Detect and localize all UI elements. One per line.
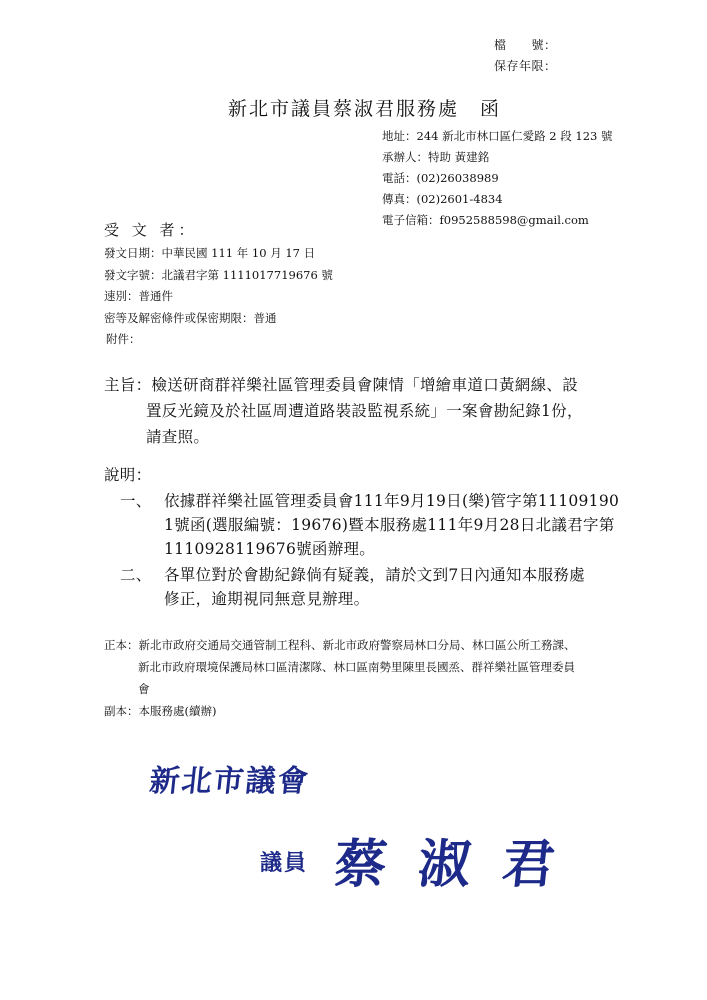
item-line: 1110928119676號函辦理。: [164, 540, 376, 558]
item-line: 依據群祥樂社區管理委員會111年9月19日(樂)管字第11109190: [164, 492, 620, 510]
original-recipients-line-3: 會: [138, 682, 150, 696]
contact-address: 地址：244 新北市林口區仁愛路 2 段 123 號: [382, 129, 613, 143]
explanation-item-1: [120, 489, 619, 561]
issue-date: 發文日期：中華民國 111 年 10 月 17 日: [104, 246, 316, 260]
document-number: 發文字號：北議君字第 1111017719676 號: [104, 267, 333, 282]
archive-retention-period: 保存年限：: [494, 59, 557, 73]
subject-section: [104, 372, 583, 450]
contact-phone: 電話：(02)26038989: [382, 171, 499, 185]
item-line: 各單位對於會勘紀錄倘有疑義，請於文到7日內通知本服務處: [164, 566, 585, 584]
subject-line-1: 主旨：檢送研商群祥樂社區管理委員會陳情「增繪車道口黃網線、設: [104, 376, 579, 394]
copy-recipients: 副本：本服務處(續辦): [104, 704, 217, 718]
document-meta: [104, 243, 333, 351]
explanation-heading: 說明：: [104, 466, 152, 484]
archive-file-number: 檔 號：: [494, 38, 557, 52]
letter-title: 新北市議員蔡淑君服務處 函: [228, 98, 502, 120]
subject-line-3: 請查照。: [146, 428, 210, 446]
explanation-item-2: [120, 563, 585, 611]
subject-line-2: 置反光鏡及於社區周遭道路裝設監視系統」一案會勘紀錄1份，: [146, 402, 583, 420]
delivery-speed: 速別：普通件: [104, 289, 173, 303]
recipient-label: 受 文 者：: [104, 221, 198, 239]
item-line: 1號函(選服編號：19676)暨本服務處111年9月28日北議君字第: [164, 516, 615, 534]
contact-email: 電子信箱：f0952588598@gmail.com: [382, 213, 589, 227]
contact-fax: 傳真：(02)2601-4834: [382, 192, 503, 206]
original-recipients-line-1: 正本：新北市政府交通局交通管制工程科、新北市政府警察局林口分局、林口區公所工務課、: [104, 638, 576, 652]
councilor-name-stamp: 蔡淑君: [331, 834, 590, 895]
councilor-title-stamp: 議員: [260, 850, 309, 876]
contact-handler: 承辦人：特助 黃建銘: [382, 150, 490, 164]
council-seal-text: 新北市議會: [147, 764, 312, 799]
item-number: 二、: [120, 566, 152, 584]
secrecy-level: 密等及解密條件或保密期限：普通: [104, 310, 277, 325]
distribution-list: [104, 634, 576, 722]
item-number: 一、: [120, 492, 152, 510]
attachment-label: 附件：: [106, 332, 141, 346]
item-line: 修正，逾期視同無意見辦理。: [164, 590, 370, 608]
contact-block: [382, 126, 613, 231]
original-recipients-line-2: 新北市政府環境保護局林口區清潔隊、林口區南勢里陳里長國烝、群祥樂社區管理委員: [138, 660, 575, 674]
